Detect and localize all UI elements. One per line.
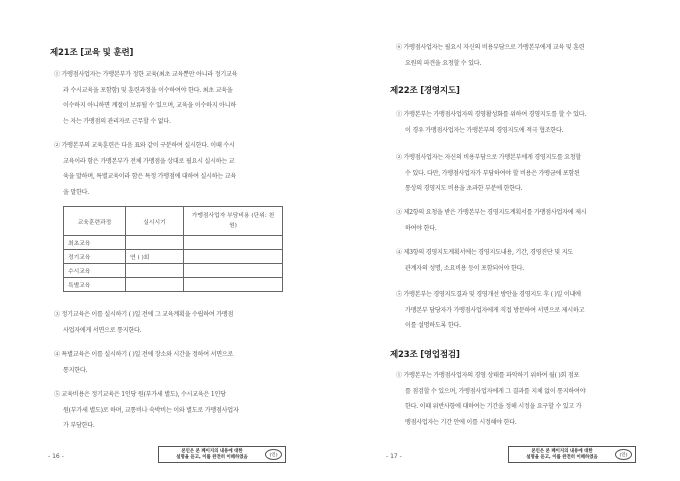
article-23-paragraph-1 [396, 368, 585, 430]
article-23-heading: 제23조 [영업점검] [390, 350, 460, 360]
article-22-paragraph-3 [396, 205, 586, 236]
text-line: 과 수시교육을 포함함) 및 훈련과정을 이수하여야 한다. 최초 교육을 [63, 86, 233, 94]
table-cell [184, 236, 283, 250]
acknowledgement-text [159, 449, 265, 461]
text-line: 하여야 한다. [405, 224, 437, 232]
text-line: ⑥ 가맹점사업자는 필요시 자신의 비용부담으로 가맹본부에게 교육 및 훈련 [396, 44, 585, 51]
acknowledgement-stamp [508, 446, 636, 463]
table-cell [184, 264, 283, 278]
acknowledgement-line: 본인은 본 페이지의 내용에 대한 [531, 448, 593, 454]
text-line: ② 가맹본부의 교육훈련은 다음 표와 같이 구분하여 실시한다. 이때 수시 [54, 142, 235, 149]
text-line: ③ 제2항의 요청을 받은 가맹본부는 경영지도계획서를 가맹점사업자에 제시 [396, 209, 587, 216]
table-cell [126, 278, 184, 292]
article-21-paragraph-2 [54, 138, 236, 200]
text-line: ④ 특별교육은 이를 실시하기 ( )일 전에 장소와 시간을 정하여 서면으로 [54, 351, 234, 358]
table-cell [126, 236, 184, 250]
table-cell: 수시교육 [64, 264, 126, 278]
text-line: 수 있다. 다만, 가맹점사업자가 부담하여야 할 비용은 가맹금에 포함된 [405, 169, 580, 177]
text-line: 이를 설명하도록 한다. [405, 322, 461, 329]
article-22-paragraph-2 [396, 150, 581, 197]
table-header-row [64, 207, 283, 236]
text-line: 요원의 파견을 요청할 수 있다. [405, 59, 482, 67]
table-row [64, 278, 283, 292]
text-line: 육을 말하며, 특별교육이라 함은 특정 가맹점에 대하여 실시하는 교육 [63, 173, 237, 180]
text-line: ① 가맹점사업자는 가맹본부가 정한 교육(최초 교육뿐만 아니라 정기교육 [54, 71, 238, 78]
seal-mark: (인) [615, 449, 632, 460]
text-line: ② 가맹점사업자는 자신의 비용부담으로 가맹본부에게 경영지도를 요청할 [396, 154, 582, 161]
article-21-paragraph-4 [54, 347, 233, 378]
column-header: 교육훈련과정 [64, 207, 126, 236]
text-line: 관계자의 성명, 소요비용 등이 포함되어야 한다. [405, 264, 524, 272]
table-cell: 연 ( )회 [126, 250, 184, 264]
text-line: 가 부담한다. [63, 422, 95, 429]
article-22-paragraph-5 [396, 287, 584, 334]
article-22-heading: 제22조 [경영지도] [390, 86, 460, 96]
table-cell: 특별교육 [64, 278, 126, 292]
text-line: ④ 제3항의 경영지도계획서에는 경영지도내용, 기간, 경영진단 및 지도 [396, 249, 573, 256]
seal-mark: (인) [265, 449, 282, 460]
text-line: 는 자는 가맹점의 관리자로 근무할 수 없다. [63, 117, 171, 125]
text-line: 교육이라 함은 가맹본부가 전체 가맹점을 상대로 필요시 실시하는 교 [63, 157, 235, 165]
text-line: 통상의 경영지도 비용을 초과한 부분에 한한다. [405, 185, 523, 192]
article-21-heading: 제21조 [교육 및 훈련] [50, 48, 134, 58]
text-line: 사업자에게 서면으로 통지한다. [63, 326, 142, 334]
right-page [340, 0, 680, 481]
article-21-paragraph-1 [54, 67, 237, 129]
training-fee-table [63, 206, 283, 292]
column-header: 가맹점사업자 부담비용 (단위: 천원) [184, 207, 283, 236]
text-line: 맹점사업자는 기간 안에 이를 시정해야 한다. [405, 418, 517, 426]
text-line: ① 가맹본부는 가맹점사업자의 경영 상태를 파악하기 위하여 월( )회 점포 [396, 372, 580, 379]
table-cell [184, 250, 283, 264]
text-line: 를 점검할 수 있으며, 가맹점사업자에게 그 결과를 지체 없이 통지하여야 [405, 387, 586, 395]
table-row [64, 250, 283, 264]
text-line: ③ 정기교육은 이를 실시하기 ( )일 전에 그 교육계획을 수립하여 가맹점 [54, 311, 234, 318]
page-number: - 16 - [48, 453, 64, 460]
text-line: 을 말한다. [63, 188, 89, 196]
acknowledgement-text [509, 449, 615, 461]
table-cell [126, 264, 184, 278]
page-number: - 17 - [386, 453, 402, 460]
column-header: 실시시기 [126, 207, 184, 236]
acknowledgement-line: 본인은 본 페이지의 내용에 대한 [181, 448, 243, 454]
table-cell [184, 278, 283, 292]
acknowledgement-line: 설명을 듣고, 이를 완전히 이해하였음 [176, 454, 248, 460]
text-line: ⑤ 교육비용은 정기교육은 1인당 원(부가세 별도), 수시교육은 1인당 [54, 391, 226, 398]
table-cell: 최초교육 [64, 236, 126, 250]
text-line: 원(부가세 별도)로 하며, 교통비나 숙박비는 이와 별도로 가맹점사업자 [63, 406, 239, 414]
table-row [64, 264, 283, 278]
table-row [64, 236, 283, 250]
text-line: ⑤ 가맹본부는 경영지도결과 및 경영개선 방안을 경영지도 후 ( )일 이내에 [396, 291, 581, 298]
article-22-paragraph-1 [396, 107, 586, 138]
text-line: 이 경우 가맹점사업자는 가맹본부의 경영지도에 적극 협조한다. [405, 126, 564, 134]
text-line: ① 가맹본부는 가맹점사업자의 경영활성화를 위하여 경영지도를 할 수 있다. [396, 111, 587, 118]
text-line: 이수하지 아니하면 계절이 보류될 수 있으며, 교육을 이수하지 아니하 [63, 102, 237, 109]
article-21-paragraph-5 [54, 387, 239, 434]
article-21-paragraph-6 [396, 40, 584, 71]
text-line: 통지한다. [63, 366, 88, 374]
text-line: 한다. 이때 위반사항에 대하여는 기간을 정해 시정을 요구할 수 있고 가 [405, 403, 582, 410]
acknowledgement-line: 설명을 듣고, 이를 완전히 이해하였음 [526, 454, 598, 460]
text-line: 가맹본부 담당자가 가맹점사업자에게 직접 방문하여 서면으로 제시하고 [405, 306, 585, 314]
article-21-paragraph-3 [54, 307, 233, 338]
acknowledgement-stamp [158, 446, 286, 463]
article-22-paragraph-4 [396, 245, 573, 276]
table-cell: 정기교육 [64, 250, 126, 264]
